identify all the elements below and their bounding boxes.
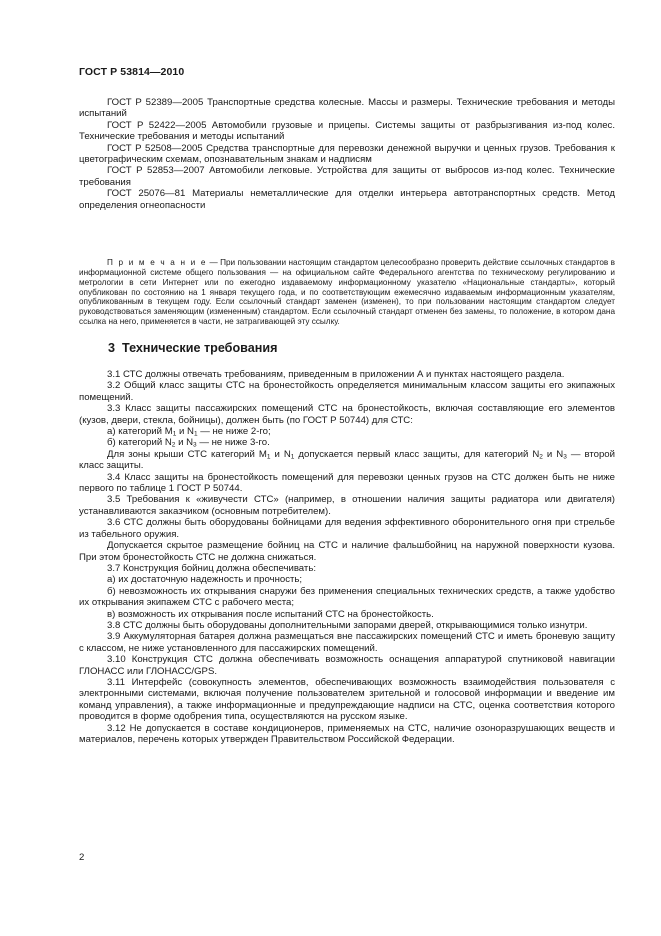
note-text: П р и м е ч а н и е — При пользовании настоящим стандартом целесообразно проверить действие ссылочных стандартов в информационной системе общего пользования — на официальном сайте Федерального агентства по техническому регулированию и метрологии в сети Интернет или по ежегодно издаваемому информационному указателю «Национальные стандарты», который опубликован по состоянию на 1 января текущего года, и по соответствующим ежемесячно издаваемым информационным указателям, опубликованным в текущем году. Если ссылочный стандарт заменен (изменен), то при пользовании настоящим стандартом следует руководствоваться заменяющим (измененным) стандартом. Если ссылочный стандарт отменен без замены, то положение, в котором дана ссылка на него, применяется в части, не затрагивающей эту ссылку. <box>79 258 616 327</box>
normative-references <box>79 97 615 211</box>
clause-3-6-continuation: Допускается скрытое размещение бойниц на СТС и наличие фальшбойниц на наружной поверхности кузова. При этом бронестойкость СТС не должна снижаться. <box>79 540 615 563</box>
clause-3-12: 3.12 Не допускается в составе кондиционеров, применяемых на СТС, наличие озоноразрушающих веществ и материалов, перечень которых утвержден Правительством Российской Федерации. <box>79 722 615 745</box>
clause-3-10: 3.10 Конструкция СТС должна обеспечивать возможность оснащения аппаратурой спутниковой навигации ГЛОНАСС или ГЛОНАСС/GPS. <box>79 654 615 677</box>
note-label: П р и м е ч а н и е <box>107 258 208 267</box>
clause-3-7-a: а) их достаточную надежность и прочность; <box>107 574 303 586</box>
reference-item: ГОСТ Р 52389—2005 Транспортные средства колесные. Массы и размеры. Технические требования и методы испытаний <box>79 97 615 120</box>
reference-item: ГОСТ 25076—81 Материалы неметаллические для отделки интерьера автотранспортных средств. Метод определения огнеопасности <box>79 188 615 211</box>
clause-3-9: 3.9 Аккумуляторная батарея должна размещаться вне пассажирских помещений СТС и иметь броневую защиту с классом, не ниже установленного для пассажирских помещений. <box>79 631 615 654</box>
reference-item: ГОСТ Р 52422—2005 Автомобили грузовые и прицепы. Системы защиты от разбрызгивания из-под колес. Технические требования и методы испытаний <box>79 119 615 143</box>
clause-3-11: 3.11 Интерфейс (совокупность элементов, обеспечивающих возможность взаимодействия пользователя с электронными системами, включая получение пользователем зрительной и голосовой информации и введение им команд управления), а также информационные и предупреждающие надписи на СТС, оценка соответствия которого проводится в форме одобрения типа, осуществляются на русском языке. <box>79 676 615 723</box>
page-number: 2 <box>79 852 85 863</box>
clause-3-2: 3.2 Общий класс защиты СТС на бронестойкость определяется минимальным классом защиты его экипажных помещений. <box>79 380 615 403</box>
clause-3-6: 3.6 СТС должны быть оборудованы бойницами для ведения эффективного оборонительного огня при стрельбе из табельного оружия. <box>79 517 615 540</box>
clause-3-7-b: б) невозможность их открывания снаружи без применения специальных технических средств, а также удобство их открывания экипажем СТС с рабочего места; <box>79 585 615 609</box>
section-heading <box>108 341 277 355</box>
note-block <box>79 258 615 327</box>
clause-3-7: 3.7 Конструкция бойниц должна обеспечивать: <box>107 562 316 574</box>
document-header: ГОСТ Р 53814—2010 <box>79 66 185 78</box>
clause-3-1: 3.1 СТС должны отвечать требованиям, приведенным в приложении А и пунктах настоящего раздела. <box>107 369 565 380</box>
clause-3-8: 3.8 СТС должны быть оборудованы дополнительными запорами дверей, открывающимися только изнутри. <box>107 619 588 631</box>
clause-3-3-a: а) категорий $M_1$ и $N_1$ — не ниже 2-го; <box>107 426 271 438</box>
clause-3-7-c: в) возможность их открывания после испытаний СТС на бронестойкость. <box>107 608 434 620</box>
reference-item: ГОСТ Р 52508—2005 Средства транспортные для перевозки денежной выручки и ценных грузов. Требования к цветографическим схемам, опознавательным знакам и надписям <box>79 142 615 166</box>
section-title: Технические требования <box>122 341 278 355</box>
clause-3-5: 3.5 Требования к «живучести СТС» (например, в отношении наличия защиты радиатора или двигателя) устанавливаются заказчиком (основным потребителем). <box>79 494 615 517</box>
clause-3-3: 3.3 Класс защиты пассажирских помещений СТС на бронестойкость, включая составляющие его элементов (кузов, двери, стекла, бойницы), должен быть (по ГОСТ Р 50744) для СТС: <box>79 403 615 426</box>
section-body <box>79 369 615 745</box>
roof-protection-text: Для зоны крыши СТС категорий $M_1$ и $N_1$ допускается первый класс защиты, для категорий $N_2$ и $N_3$ — второй класс защиты. <box>79 448 615 472</box>
reference-item: ГОСТ Р 52853—2007 Автомобили легковые. Устройства для защиты от выбросов из-под колес. Технические требования <box>79 165 615 188</box>
section-number: 3 <box>108 341 116 355</box>
clause-3-4: 3.4 Класс защиты на бронестойкость помещений для перевозки ценных грузов на СТС должен быть не ниже первого по таблице 1 ГОСТ Р 50744. <box>79 471 615 495</box>
clause-3-3-b: б) категорий $N_2$ и $N_3$ — не ниже 3-го. <box>107 437 270 449</box>
